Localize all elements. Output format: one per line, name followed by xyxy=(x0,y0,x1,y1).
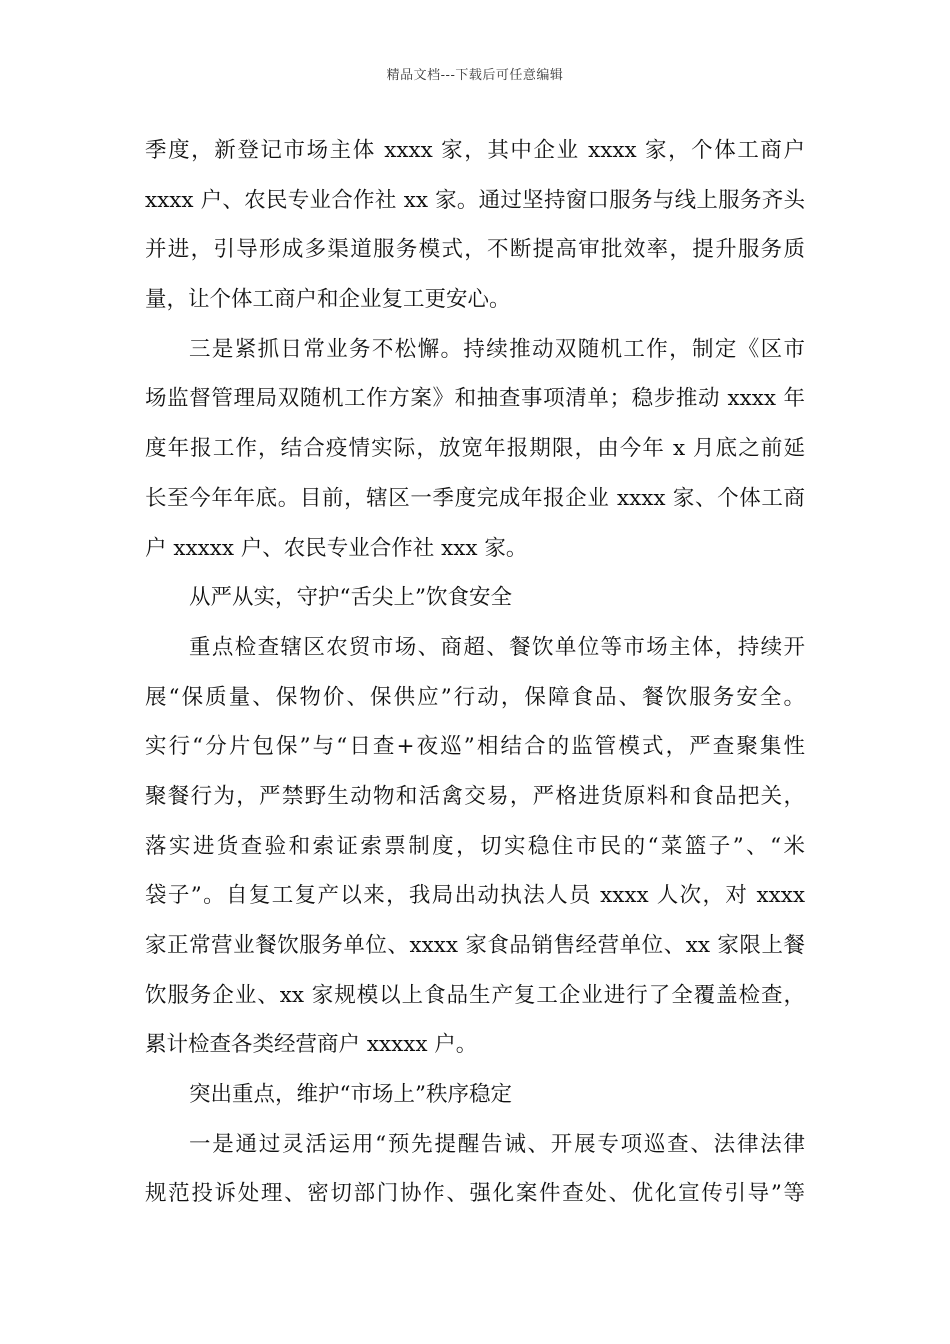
text-line: 长至今年年底。目前，辖区一季度完成年报企业 xxxx 家、个体工商 xyxy=(145,485,805,511)
text-line: 累计检查各类经营商户 xxxxx 户。 xyxy=(145,1032,478,1058)
text-line: 家正常营业餐饮服务单位、xxxx 家食品销售经营单位、xx 家限上餐 xyxy=(145,933,805,958)
section-heading: 突出重点，维护“市场上”秩序稳定 xyxy=(189,1082,512,1108)
text-line: 季度，新登记市场主体 xxxx 家，其中企业 xxxx 家，个体工商户 xyxy=(145,138,805,163)
text-line: 户 xxxxx 户、农民专业合作社 xxx 家。 xyxy=(145,535,528,561)
text-line: 聚餐行为，严禁野生动物和活禽交易，严格进货原料和食品把关， xyxy=(145,783,805,809)
page-header: 精品文档---下载后可任意编辑 xyxy=(386,68,564,83)
text-line: 落实进货查验和索证索票制度，切实稳住市民的“菜篮子”、“米 xyxy=(145,833,805,859)
paragraph-first-line: 三是紧抓日常业务不松懈。持续推动双随机工作，制定《区市 xyxy=(189,336,805,362)
text-line: 展“保质量、保物价、保供应”行动，保障食品、餐饮服务安全。 xyxy=(145,684,805,710)
text-line: 量，让个体工商户和企业复工更安心。 xyxy=(145,287,511,313)
text-line: 并进，引导形成多渠道服务模式，不断提高审批效率，提升服务质 xyxy=(145,237,805,263)
text-line: 场监督管理局双随机工作方案》和抽查事项清单；稳步推动 xxxx 年 xyxy=(145,386,805,412)
section-heading: 从严从实，守护“舌尖上”饮食安全 xyxy=(189,585,512,611)
paragraph-first-line: 重点检查辖区农贸市场、商超、餐饮单位等市场主体，持续开 xyxy=(189,634,805,660)
paragraph-first-line: 一是通过灵活运用“预先提醒告诫、开展专项巡查、法律法律 xyxy=(189,1131,805,1157)
text-line: xxxx 户、农民专业合作社 xx 家。通过坚持窗口服务与线上服务齐头 xyxy=(145,187,805,213)
text-line: 实行“分片包保”与“日查+夜巡”相结合的监管模式，严查聚集性 xyxy=(145,734,805,760)
text-line: 袋子”。自复工复产以来，我局出动执法人员 xxxx 人次，对 xxxx xyxy=(145,883,805,909)
document-body xyxy=(145,126,805,1219)
text-line: 规范投诉处理、密切部门协作、强化案件查处、优化宣传引导”等 xyxy=(145,1181,805,1207)
text-line: 度年报工作，结合疫情实际，放宽年报期限，由今年 x 月底之前延 xyxy=(145,436,805,462)
text-line: 饮服务企业、xx 家规模以上食品生产复工企业进行了全覆盖检查， xyxy=(145,982,805,1008)
